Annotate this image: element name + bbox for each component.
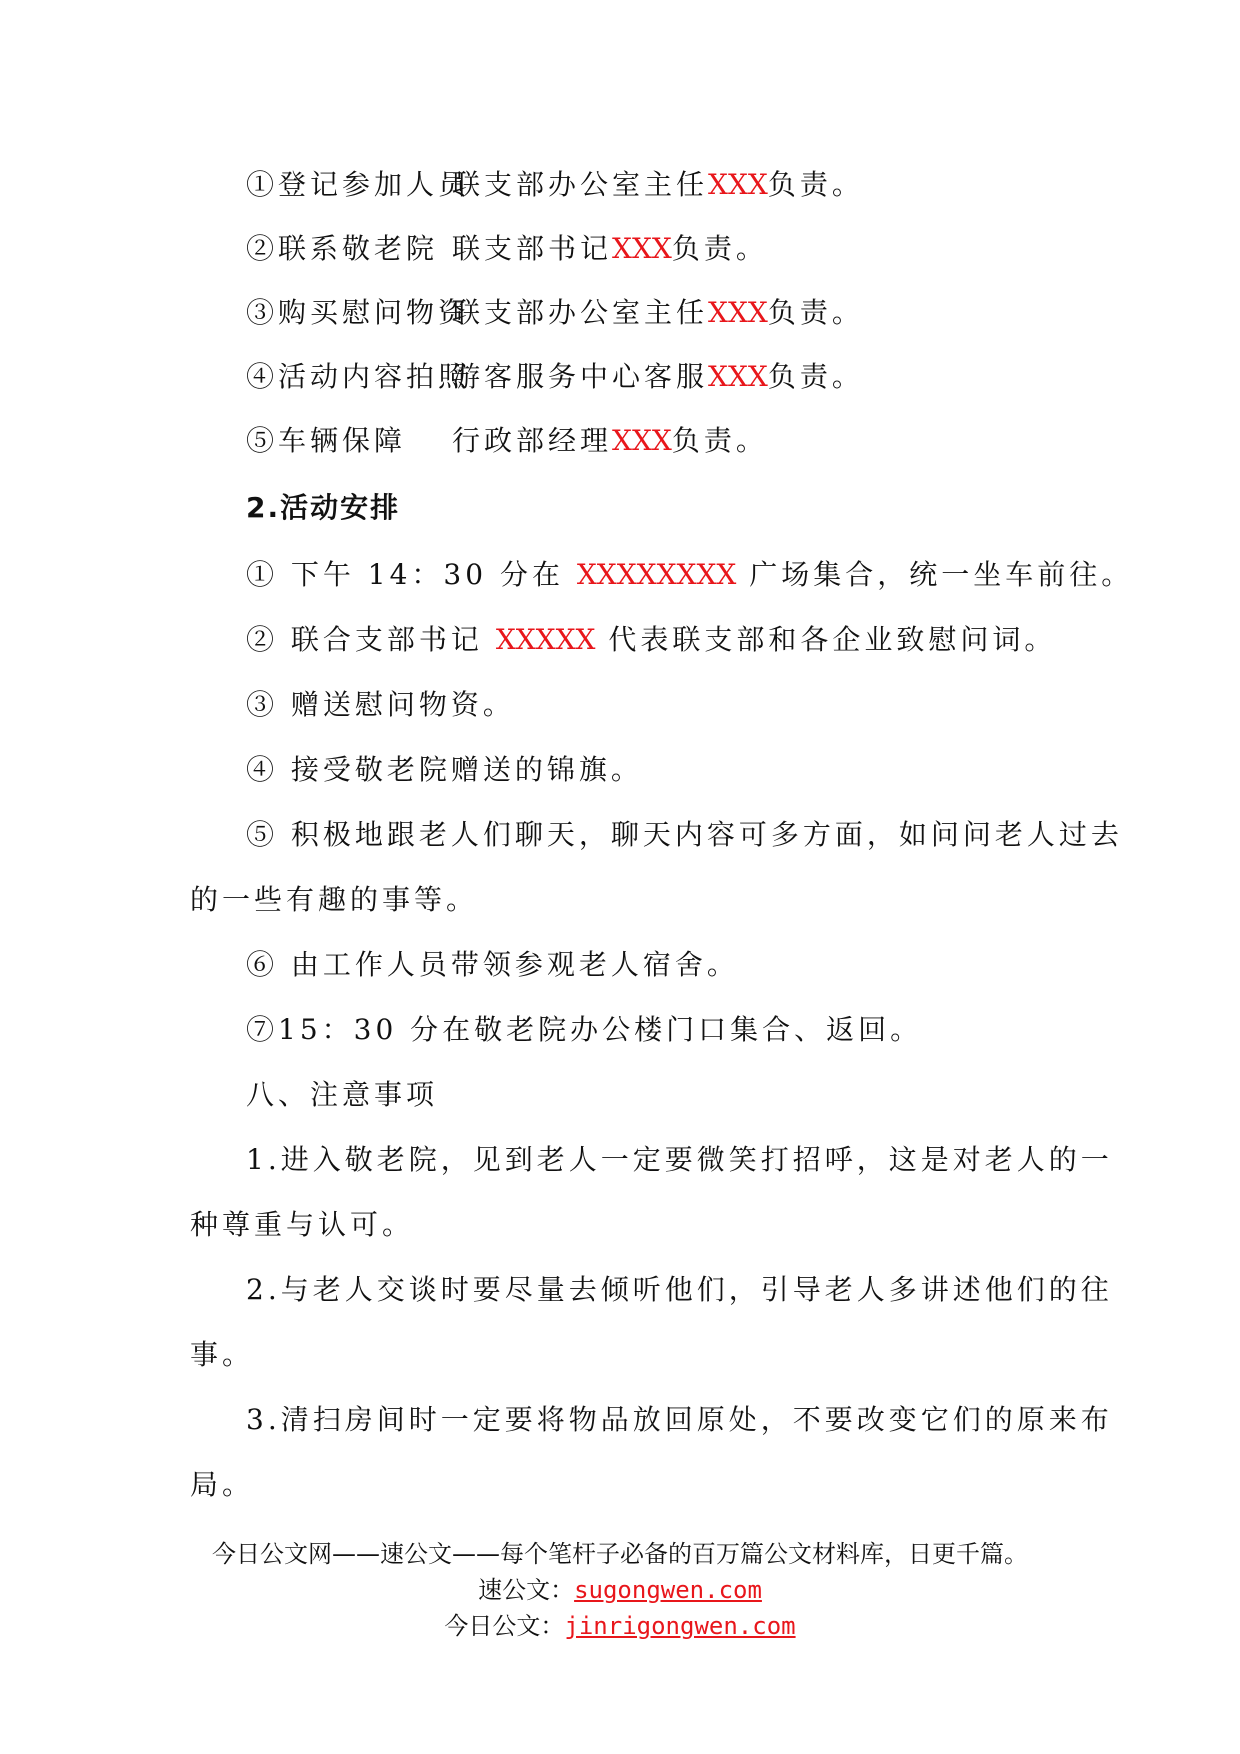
role-name: XXX	[612, 424, 672, 457]
role-item	[0, 293, 1240, 333]
role-item	[0, 229, 1240, 269]
role-dept: 联支部办公室主任	[452, 296, 709, 329]
role-item	[0, 421, 1240, 461]
role-dept: 行政部经理	[452, 424, 613, 457]
role-name: XXX	[708, 168, 768, 201]
sugongwen-link[interactable]: sugongwen.com	[574, 1576, 762, 1604]
role-item	[0, 165, 1240, 205]
arrangement-item: ② 联合支部书记 XXXXX 代表联支部和各企业致慰问词。	[246, 623, 1057, 656]
role-suffix: 负责。	[671, 232, 768, 265]
footer-tagline: 今日公文网——速公文——每个笔杆子必备的百万篇公文材料库，日更千篇。	[212, 1540, 1028, 1568]
role-task: ④活动内容拍照	[246, 360, 471, 393]
arrangement-item: ① 下午 14：30 分在 XXXXXXXX 广场集合，统一坐车前往。	[246, 558, 1134, 591]
arrangement-item-continued: 的一些有趣的事等。	[190, 883, 479, 916]
role-name: XXX	[708, 296, 768, 329]
role-suffix: 负责。	[767, 296, 864, 329]
role-suffix: 负责。	[767, 168, 864, 201]
role-dept: 游客服务中心客服	[452, 360, 709, 393]
role-task: ③购买慰问物资	[246, 296, 471, 329]
note-item: 1.进入敬老院，见到老人一定要微笑打招呼，这是对老人的一	[246, 1143, 1113, 1176]
placeholder-name: XXXXX	[495, 623, 596, 656]
role-item	[0, 357, 1240, 397]
arrangement-item: ④ 接受敬老院赠送的锦旗。	[246, 753, 643, 786]
arrangement-item: ⑦15：30 分在敬老院办公楼门口集合、返回。	[246, 1013, 923, 1046]
role-task: ⑤车辆保障	[246, 424, 407, 457]
role-suffix: 负责。	[671, 424, 768, 457]
note-item-continued: 事。	[190, 1338, 255, 1371]
note-item: 3.清扫房间时一定要将物品放回原处，不要改变它们的原来布	[246, 1403, 1113, 1436]
role-task: ②联系敬老院	[246, 232, 439, 265]
role-suffix: 负责。	[767, 360, 864, 393]
section-heading-notes: 八、注意事项	[246, 1078, 439, 1111]
arrangement-item: ⑥ 由工作人员带领参观老人宿舍。	[246, 948, 739, 981]
note-item: 2.与老人交谈时要尽量去倾听他们，引导老人多讲述他们的往	[246, 1273, 1113, 1306]
placeholder-name: XXXXXXXX	[576, 558, 737, 591]
role-task: ①登记参加人员	[246, 168, 471, 201]
role-name: XXX	[708, 360, 768, 393]
arrangement-item: ③ 赠送慰问物资。	[246, 688, 515, 721]
footer-site-jinrigongwen: 今日公文：jinrigongwen.com	[444, 1612, 796, 1640]
role-name: XXX	[612, 232, 672, 265]
section-heading-arrangement: 2.活动安排	[246, 491, 401, 524]
note-item-continued: 种尊重与认可。	[190, 1208, 415, 1241]
role-dept: 联支部办公室主任	[452, 168, 709, 201]
role-dept: 联支部书记	[452, 232, 613, 265]
jinrigongwen-link[interactable]: jinrigongwen.com	[564, 1612, 796, 1640]
footer-site-sugongwen: 速公文：sugongwen.com	[478, 1576, 762, 1604]
arrangement-item: ⑤ 积极地跟老人们聊天，聊天内容可多方面，如问问老人过去	[246, 818, 1123, 851]
note-item-continued: 局。	[190, 1468, 255, 1501]
